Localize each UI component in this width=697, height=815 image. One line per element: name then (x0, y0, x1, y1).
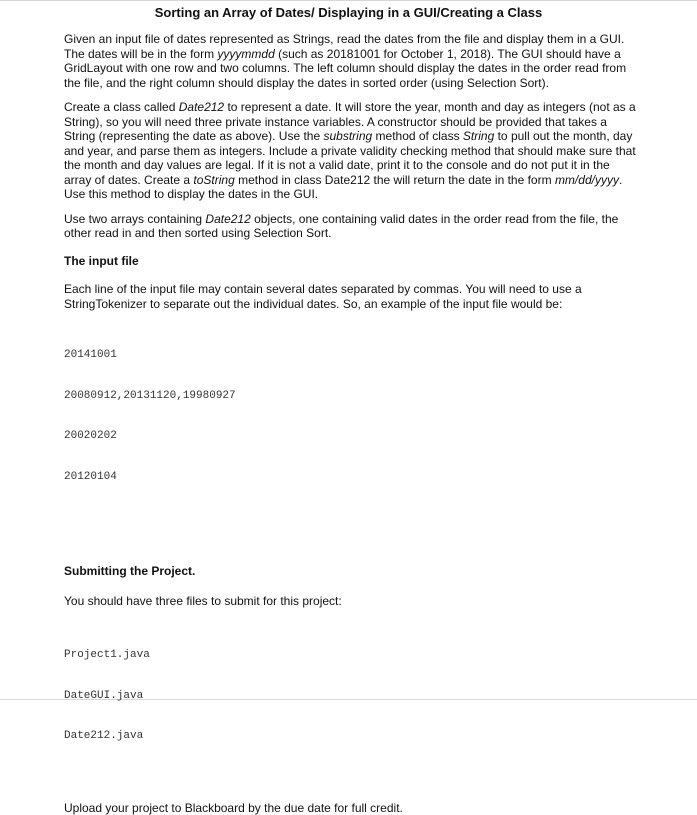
input-file-heading: The input file (64, 254, 639, 269)
document-title: Sorting an Array of Dates/ Displaying in a GUI/Creating a Class (0, 5, 697, 20)
text-run: . Use this method to display the dates in the GUI. (64, 173, 622, 202)
input-line: 20020202 (64, 430, 639, 444)
submit-file-list (64, 622, 639, 771)
italic-term: toString (193, 173, 234, 187)
text-run: Given an input file of dates represented as Strings, read the dates from the file and display them in a GUI. The dates will be in the form (64, 32, 624, 61)
submitting-heading: Submitting the Project. (64, 564, 639, 579)
text-run: Create a class called (64, 100, 179, 114)
file-name: DateGUI.java (64, 690, 639, 704)
document-body (64, 32, 639, 815)
text-run: method in class Date212 the will return the date in the form (235, 173, 555, 187)
text-run: Use two arrays containing (64, 212, 205, 226)
input-line: 20141001 (64, 349, 639, 363)
input-file-paragraph: Each line of the input file may contain several dates separated by commas. You will need to use a StringTokenizer to separate out the individual dates. So, an example of the input file would be: (64, 282, 639, 311)
file-name: Date212.java (64, 730, 639, 744)
intro-paragraph (64, 32, 639, 90)
italic-term: yyyymmdd (217, 47, 274, 61)
italic-term: substring (323, 129, 372, 143)
text-run: objects, one containing valid dates in the order read from the file, the other read in and then sorted using Selection Sort. (64, 212, 618, 241)
italic-term: String (463, 129, 494, 143)
italic-term: Date212 (179, 100, 224, 114)
text-run: to pull out the month, day and year, and parse them as integers. Include a private validity checking method that should make sure that the month and day values are legal. If it is not a valid date, print it to the console and do not put it in the array of dates. Create a (64, 129, 636, 187)
arrays-paragraph (64, 212, 639, 241)
text-run: (such as 20181001 for October 1, 2018). The GUI should have a GridLayout with one row and two columns. The left column should display the dates in the order read from the file, and the right column should display the dates in sorted order (using Selection Sort). (64, 47, 626, 90)
input-file-example (64, 322, 639, 511)
text-run: to represent a date. It will store the year, month and day as integers (not as a String), so you will need three private instance variables. A constructor should be provided that takes a String (representing the date as above). Use the (64, 100, 636, 143)
upload-paragraph: Upload your project to Blackboard by the due date for full credit. (64, 801, 639, 815)
input-line: 20080912,20131120,19980927 (64, 390, 639, 404)
class-paragraph (64, 100, 639, 202)
italic-term: Date212 (205, 212, 250, 226)
italic-term: mm/dd/yyyy (555, 173, 619, 187)
file-name: Project1.java (64, 649, 639, 663)
input-line: 20120104 (64, 471, 639, 485)
text-run: method of class (372, 129, 463, 143)
submit-files-paragraph: You should have three files to submit for this project: (64, 594, 639, 609)
